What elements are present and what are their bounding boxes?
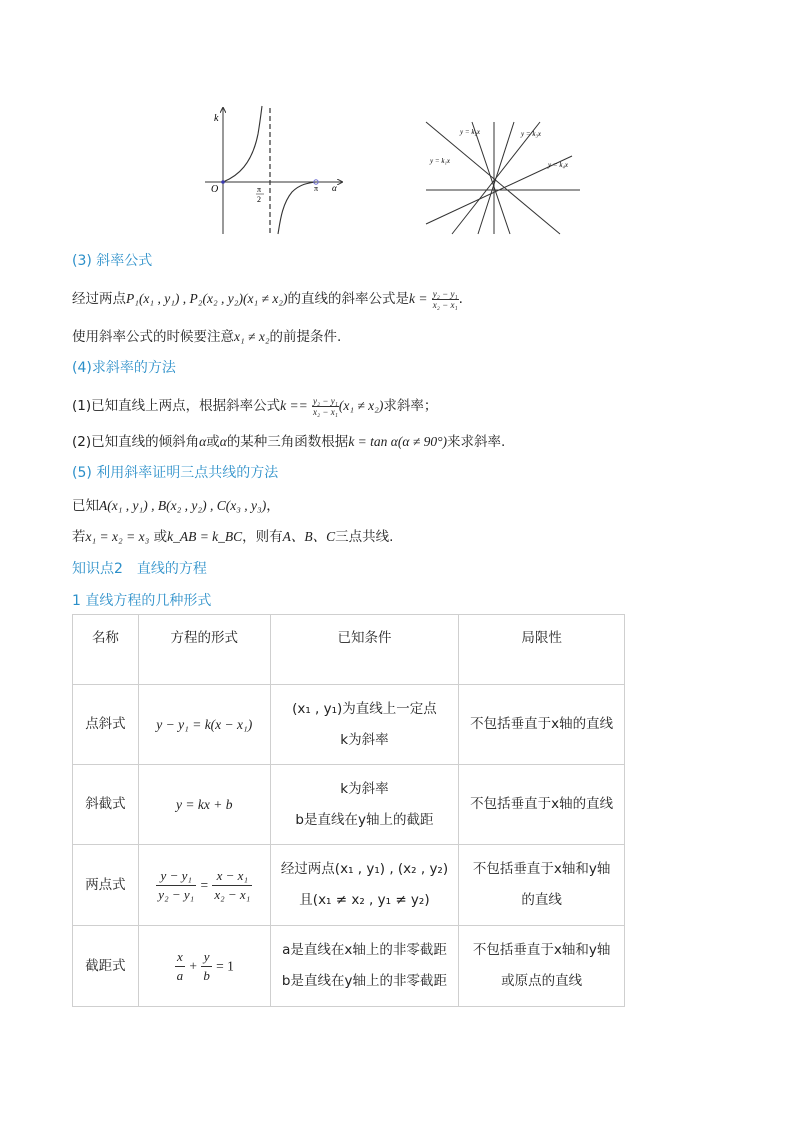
lines-through-origin-figure	[424, 120, 582, 236]
condition-text: 且(x₁ ≠ x₂ , y₁ ≠ y₂)	[299, 892, 430, 908]
slope-formula-line	[72, 287, 463, 310]
slope-fraction	[312, 396, 339, 417]
fraction-denominator: b	[203, 967, 210, 983]
plus-sign: +	[189, 958, 198, 973]
label-k3: y = k₃x	[521, 130, 541, 138]
line-equation-forms-table	[72, 614, 625, 1007]
condition-math: k_AB = k_BC	[167, 529, 243, 544]
tangent-graph-figure	[200, 104, 350, 236]
form-limitation	[459, 845, 625, 926]
line-k2	[472, 122, 510, 234]
text: 的某种三角函数根据	[226, 434, 349, 450]
text: 经过两点	[72, 291, 126, 307]
condition-text: b是直线在y轴上的截距	[295, 811, 434, 828]
condition-math: x₁ ≠ x₂	[234, 329, 270, 344]
alpha-math: α	[199, 434, 207, 449]
slope-fraction	[432, 289, 459, 310]
text: 求斜率；	[383, 398, 438, 414]
header-cell: 名称	[73, 615, 139, 685]
fraction-numerator: x	[175, 948, 186, 967]
limitation-text: 的直线	[521, 892, 562, 908]
fraction	[212, 867, 252, 904]
limitation-text: 不包括垂直于x轴和y轴	[472, 942, 611, 958]
table-row	[73, 926, 625, 1007]
formula-math: y = kx + b	[176, 796, 233, 812]
form-limitation	[459, 685, 625, 765]
fraction-denominator: x₂ − x₁	[214, 886, 251, 902]
table-header-row	[73, 615, 625, 685]
text: 的直线的斜率公式是	[287, 291, 409, 307]
form-name: 斜截式	[73, 765, 139, 845]
fraction	[175, 948, 186, 985]
section3-heading: (3) 斜率公式	[72, 253, 153, 269]
label-k1: y = k₁x	[430, 157, 450, 165]
origin-label: O	[211, 184, 219, 195]
form-conditions	[270, 845, 459, 926]
label-k2: y = k₂x	[460, 128, 480, 136]
limitation-text: 不包括垂直于x轴的直线	[470, 716, 614, 732]
fraction-denominator: y₂ − y₁	[158, 886, 195, 902]
text: 若	[72, 529, 86, 545]
k-label: k	[214, 113, 219, 124]
fraction-numerator: x − x₁	[212, 867, 252, 886]
form-formula	[138, 845, 270, 926]
header-cell: 已知条件	[270, 615, 459, 685]
alpha-label: α	[332, 183, 337, 193]
line-k5	[478, 122, 514, 234]
table-row	[73, 685, 625, 765]
text: .	[458, 291, 463, 307]
points-math: A(x₁ , y₁) , B(x₂ , y₂) , C(x₃ , y₃)	[99, 498, 267, 513]
text: 或	[206, 434, 220, 450]
method2-line	[72, 430, 505, 450]
curve-left-branch	[223, 106, 262, 182]
condition-text: 经过两点(x₁ , y₁) , (x₂ , y₂)	[280, 861, 449, 877]
k-math: k =	[409, 291, 428, 306]
fraction-numerator: y₂ − y₁	[313, 395, 338, 406]
fraction-denominator: x₂ − x₁	[313, 406, 338, 417]
text: ，则有	[242, 529, 283, 545]
form-conditions	[270, 926, 459, 1007]
condition-text: k为斜率	[340, 731, 389, 748]
form-formula	[138, 685, 270, 765]
form-name: 两点式	[73, 845, 139, 926]
condition-text: k为斜率	[340, 780, 389, 797]
form-formula	[138, 765, 270, 845]
form-limitation	[459, 926, 625, 1007]
text: (2)已知直线的倾斜角	[72, 434, 200, 450]
text: 来求斜率.	[447, 434, 506, 450]
collinear-given-line	[72, 494, 280, 514]
formula-math: y − y₁ = k(x − x₁)	[156, 716, 253, 732]
limitation-text: 或原点的直线	[501, 973, 583, 989]
alpha-math: α	[219, 434, 227, 449]
origin-point	[221, 180, 225, 184]
text: (1)已知直线上两点，根据斜率公式	[72, 398, 281, 414]
limitation-text: 不包括垂直于x轴和y轴	[472, 861, 611, 877]
form-name: 截距式	[73, 926, 139, 1007]
knowledge2-subheading: 1 直线方程的几种形式	[72, 593, 212, 609]
text: ，	[266, 498, 280, 514]
slope-note-line	[72, 325, 341, 345]
fraction-numerator: y	[201, 948, 212, 967]
condition-math: x₁ = x₂ = x₃	[85, 529, 150, 544]
fraction-denominator: x₂ − x₁	[432, 299, 458, 310]
text: 三点共线.	[335, 529, 394, 545]
pi-half-num: π	[257, 185, 262, 194]
table-row	[73, 845, 625, 926]
condition-text: b是直线在y轴上的非零截距	[281, 973, 447, 989]
text: 已知	[72, 498, 99, 514]
knowledge2-heading: 知识点2 直线的方程	[72, 561, 207, 577]
text: 的前提条件.	[269, 329, 342, 345]
section4-heading: (4)求斜率的方法	[72, 360, 176, 376]
pi-label: π	[314, 184, 319, 193]
points-math: P₁(x₁ , y₁) , P₂(x₂ , y₂)(x₁ ≠ x₂)	[126, 291, 288, 306]
fraction	[201, 948, 212, 985]
form-conditions	[270, 685, 459, 765]
text: 使用斜率公式的时候要注意	[72, 329, 234, 345]
method1-line	[72, 394, 437, 417]
fraction-numerator: y₂ − y₁	[432, 288, 458, 299]
condition-math: (x₁ ≠ x₂)	[338, 398, 384, 413]
form-conditions	[270, 765, 459, 845]
header-cell: 方程的形式	[138, 615, 270, 685]
section5-heading: (5) 利用斜率证明三点共线的方法	[72, 465, 279, 481]
equals-one: = 1	[216, 958, 234, 973]
form-name: 点斜式	[73, 685, 139, 765]
fraction	[156, 867, 196, 904]
tan-formula-math: k = tan α(α ≠ 90°)	[348, 434, 448, 449]
condition-text: a是直线在x轴上的非零截距	[282, 942, 447, 958]
text: 或	[149, 529, 168, 545]
header-cell: 局限性	[459, 615, 625, 685]
pi-half-den: 2	[257, 195, 261, 204]
points-math: A、B、C	[282, 529, 336, 544]
form-limitation	[459, 765, 625, 845]
k-math: k ==	[280, 398, 308, 413]
label-k4: y = k₄x	[548, 161, 568, 169]
fraction-denominator: a	[176, 967, 184, 983]
limitation-text: 不包括垂直于x轴的直线	[470, 796, 614, 812]
form-formula	[138, 926, 270, 1007]
line-k1	[426, 122, 560, 234]
collinear-condition-line	[72, 525, 393, 545]
curve-right-branch	[278, 182, 319, 234]
table-row	[73, 765, 625, 845]
condition-text: (x₁ , y₁)为直线上一定点	[292, 700, 437, 717]
equals-sign: =	[200, 877, 209, 892]
fraction-numerator: y − y₁	[156, 867, 196, 886]
